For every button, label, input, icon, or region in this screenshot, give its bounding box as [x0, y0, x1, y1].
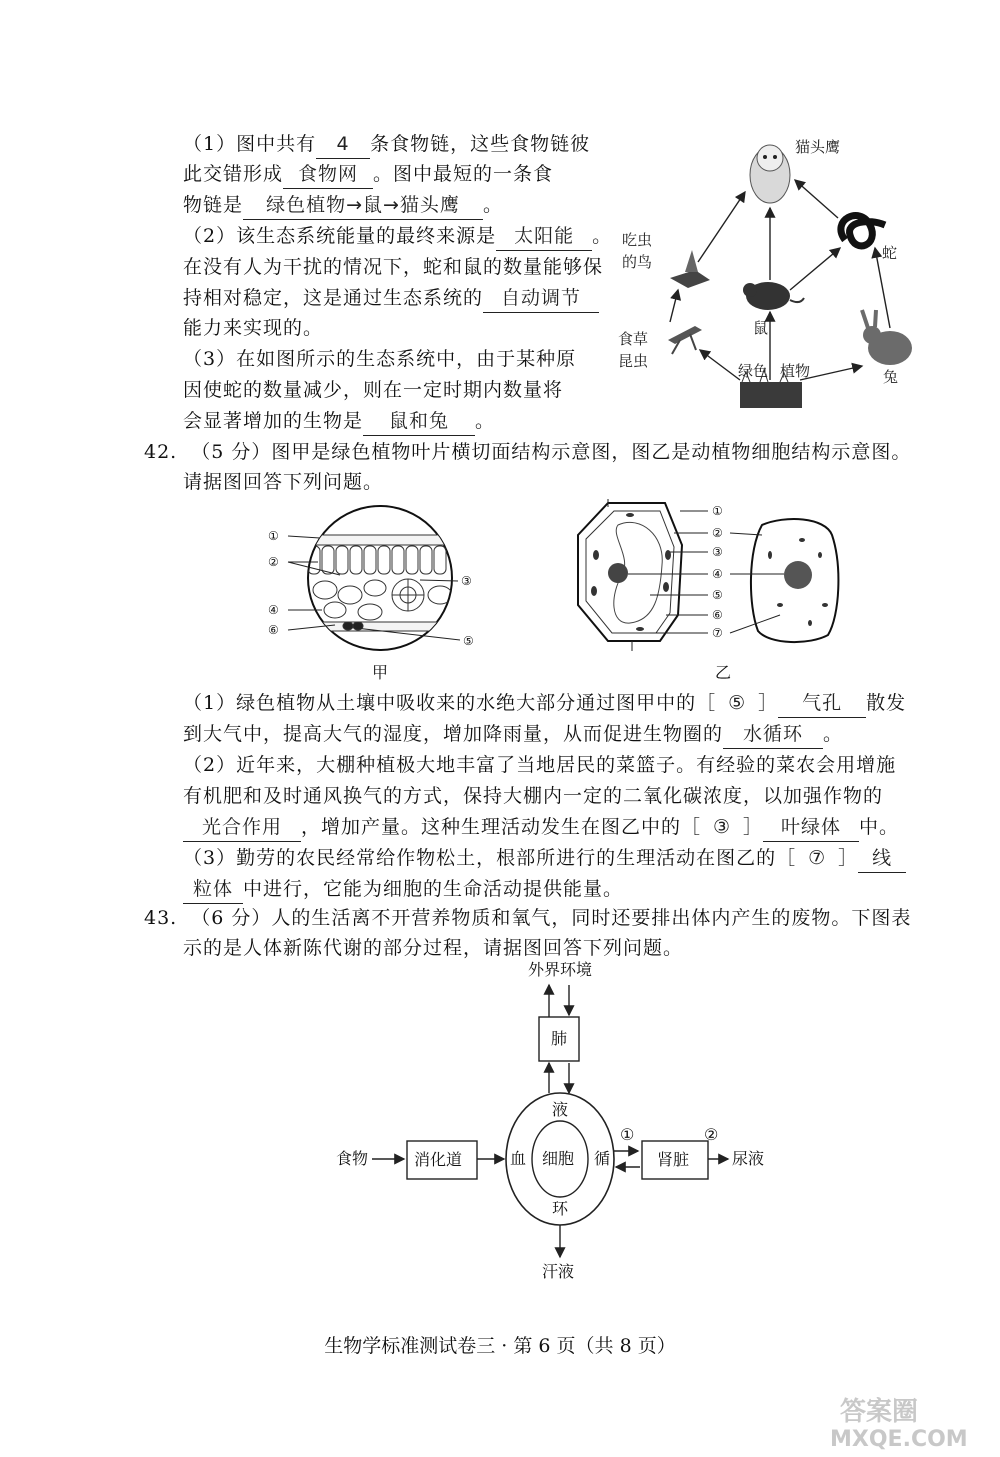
answer-increase: 鼠和兔 — [363, 407, 475, 436]
cell-label-7: ⑦ — [712, 626, 723, 640]
cell-label-4: ④ — [712, 567, 723, 581]
owl-icon — [750, 145, 790, 203]
metabolism-flow-diagram — [330, 955, 790, 1285]
label-food: 食物 — [336, 1149, 369, 1168]
q41-p2-line4: 能力来实现的。 — [183, 317, 324, 339]
answer-structure-5: ⑤ — [728, 692, 747, 714]
label-mouse: 鼠 — [753, 319, 769, 337]
label-snake: 蛇 — [882, 244, 898, 262]
answer-self-regulation: 自动调节 — [483, 284, 599, 313]
label-rabbit: 兔 — [883, 368, 899, 386]
label-mark-2: ② — [704, 1125, 719, 1144]
svg-text:答案圈: 答案圈 — [840, 1397, 919, 1427]
q41-p2-line1: （2）该生态系统能量的最终来源是 太阳能 。 — [183, 222, 612, 251]
animal-cell — [751, 519, 838, 642]
svg-text:MXQE.COM: MXQE.COM — [830, 1427, 968, 1452]
q42-intro-line1: 42. （5 分）图甲是绿色植物叶片横切面结构示意图，图乙是动植物细胞结构示意图。 — [144, 441, 912, 463]
q42-q2-line3: 光合作用 ，增加产量。这种生理活动发生在图乙中的［ ③ ］ 叶绿体 中。 — [183, 813, 899, 842]
q41-p1-line3: 物链是 绿色植物→鼠→猫头鹰 。 — [183, 191, 503, 220]
snake-icon — [841, 216, 885, 246]
rabbit-icon — [862, 310, 912, 365]
insect-icon — [668, 326, 702, 354]
q42-q3-line2: 粒体 中进行，它能为细胞的生命活动提供能量。 — [183, 875, 623, 904]
label-sweat: 汗液 — [542, 1262, 575, 1281]
page-footer: 生物学标准测试卷三 · 第 6 页（共 8 页） — [324, 1335, 676, 1357]
leaf-label-1: ① — [268, 529, 279, 543]
label-blood-xun: 循 — [594, 1149, 611, 1168]
label-digestive: 消化道 — [414, 1150, 463, 1169]
q42-q2-line1: （2）近年来，大棚种植极大地丰富了当地居民的菜篮子。有经验的菜农会用增施 — [183, 754, 897, 776]
answer-shortest-chain: 绿色植物→鼠→猫头鹰 — [243, 191, 483, 220]
label-mark-1: ① — [620, 1125, 635, 1144]
plant-cell — [578, 499, 682, 651]
q41-p2-line2: 在没有人为干扰的情况下，蛇和鼠的数量能够保 — [183, 256, 604, 278]
label-plant-2: 植物 — [780, 362, 811, 380]
leaf-label-6: ⑥ — [268, 623, 279, 637]
answer-structure-3: ③ — [712, 816, 732, 838]
food-web-diagram — [600, 130, 940, 420]
label-insect-1: 食草 — [618, 330, 649, 348]
cell-structure-diagram — [570, 495, 850, 685]
leaf-label-4: ④ — [268, 603, 279, 617]
q42-q1-line1: （1）绿色植物从土壤中吸收来的水绝大部分通过图甲中的［ ⑤ ］ 气孔 散发 — [183, 689, 906, 718]
q43-intro-line2: 示的是人体新陈代谢的部分过程，请据图回答下列问题。 — [183, 937, 684, 959]
label-environment: 外界环境 — [528, 960, 593, 979]
cell-label-5: ⑤ — [712, 588, 723, 602]
cell-label-1: ① — [712, 504, 723, 518]
q42-q2-line2: 有机肥和及时通风换气的方式，保持大棚内一定的二氧化碳浓度，以加强作物的 — [183, 785, 884, 807]
cell-label-2: ② — [712, 526, 723, 540]
answer-mitochondria-part1: 线 — [858, 844, 906, 873]
label-cell: 细胞 — [542, 1149, 575, 1168]
leaf-label-2: ② — [268, 555, 279, 569]
label-bird-1: 吃虫 — [622, 231, 653, 249]
q41-p1-line2: 此交错形成 食物网 。图中最短的一条食 — [183, 160, 553, 189]
answer-photosynthesis: 光合作用 — [183, 813, 301, 842]
answer-mitochondria-part2: 粒体 — [183, 875, 243, 904]
label-lung: 肺 — [551, 1029, 568, 1048]
label-blood-ye: 液 — [552, 1100, 569, 1119]
watermark-logo — [820, 1390, 990, 1452]
figure-yi-label: 乙 — [715, 663, 732, 682]
q41-p3-line2: 因使蛇的数量减少，则在一定时期内数量将 — [183, 379, 564, 401]
answer-chain-count: 4 — [316, 130, 370, 159]
q41-p2-line3: 持相对稳定，这是通过生态系统的 自动调节 — [183, 284, 599, 313]
label-kidney: 肾脏 — [657, 1150, 690, 1169]
label-owl: 猫头鹰 — [795, 138, 841, 156]
leaf-label-3: ③ — [461, 574, 472, 588]
label-blood-xue: 血 — [510, 1149, 527, 1168]
label-insect-2: 昆虫 — [618, 352, 649, 370]
answer-water-cycle: 水循环 — [723, 720, 823, 749]
q41-p3-line1: （3）在如图所示的生态系统中，由于某种原 — [183, 348, 577, 370]
label-bird-2: 的鸟 — [622, 253, 653, 271]
answer-energy-source: 太阳能 — [496, 222, 592, 251]
q42-intro-line2: 请据图回答下列问题。 — [183, 471, 384, 493]
q42-q3-line1: （3）勤劳的农民经常给作物松土，根部所进行的生理活动在图乙的［ ⑦ ］ 线 — [183, 844, 906, 873]
leaf-cross-section-diagram — [260, 500, 490, 680]
answer-structure-7: ⑦ — [808, 847, 827, 869]
cell-label-3: ③ — [712, 545, 723, 559]
answer-chloroplast: 叶绿体 — [763, 813, 859, 842]
bird-icon — [670, 250, 710, 288]
label-plant-1: 绿色 — [738, 362, 769, 380]
q42-q1-line2: 到大气中，提高大气的湿度，增加降雨量，从而促进生物圈的 水循环 。 — [183, 720, 843, 749]
q43-intro-line1: 43. （6 分）人的生活离不开营养物质和氧气，同时还要排出体内产生的废物。下图表 — [144, 907, 912, 929]
answer-stoma: 气孔 — [778, 689, 866, 718]
q41-p3-line3: 会显著增加的生物是 鼠和兔 。 — [183, 407, 495, 436]
label-blood-huan: 环 — [552, 1199, 569, 1218]
answer-food-web: 食物网 — [283, 160, 373, 189]
q41-p1-line1: （1）图中共有 4 条食物链，这些食物链彼 — [183, 130, 590, 159]
figure-jia-label: 甲 — [372, 663, 389, 682]
vein — [392, 579, 424, 611]
leaf-label-5: ⑤ — [463, 634, 474, 648]
cell-label-6: ⑥ — [712, 608, 723, 622]
label-urine: 尿液 — [732, 1149, 765, 1168]
